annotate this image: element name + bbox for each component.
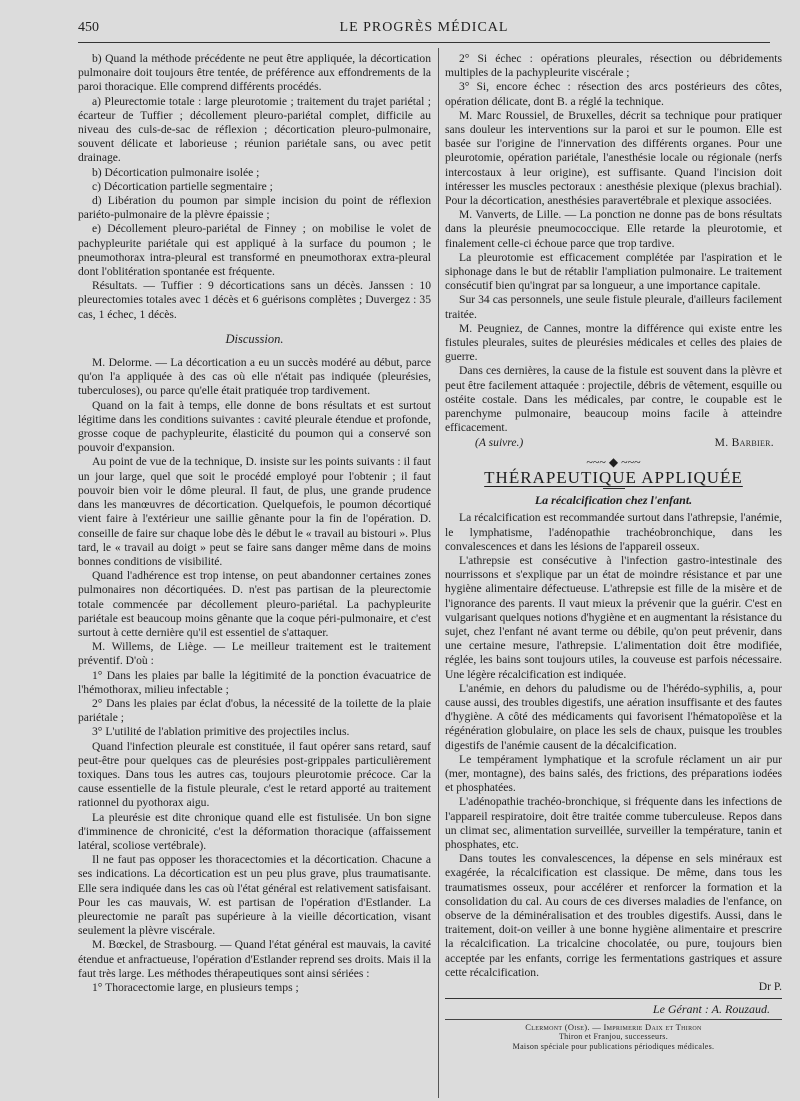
paragraph: 1° Dans les plaies par balle la légitimité de la ponction évacuatrice de l'hémothorax, milieu infectable ; [78,668,431,696]
imprint [445,1022,782,1052]
left-column [78,52,431,995]
paragraph: La récalcification est recommandée surtout dans l'athrepsie, l'anémie, le lymphatisme, l'adénopathie trachéobronchique, dans les convalescences et dans les lésions de l'appareil osseux. [445,511,782,553]
paragraph: Résultats. — Tuffier : 9 décortications sans un décès. Janssen : 10 pleurectomies totales avec 1 décès et 6 guérisons complètes ; Duvergez : 35 cas, 1 échec, 1 décès. [78,279,431,321]
right-column [445,52,782,1052]
paragraph: Quand l'infection pleurale est constituée, il faut opérer sans retard, sauf peut-être pour quelques cas de pleurésies post-grippales particulièrement toxiques. Dans tous les autres cas, toujours pleurotomie précoce. Car la cause essentielle de la fistule pleurale, c'est le retard apporté au traitement rationnel du pyothorax aigu. [78,739,431,810]
paragraph: Le tempérament lymphatique et la scrofule réclament un air pur (mer, montagne), des bains salés, des frictions, des préparations iodées et phosphatées. [445,752,782,795]
paragraph: 2° Dans les plaies par éclat d'obus, la nécessité de la toilette de la plaie pariétale ; [78,696,431,725]
imprint-line: Thiron et Franjou, successeurs. [558,1032,669,1042]
paragraph: L'athrepsie est consécutive à l'infection gastro-intestinale des nourrissons et s'explique par un état de moindre résistance et par une hygiène alimentaire défectueuse. L'athrepsie est fille de la misère et de l'ignorance des parents. Il vaut mieux la prévenir que la guérir. C'est en vulgarisant quelques notions d'hygiène et en augmentant la résistance du sujet, chez l'enfant né avant terme ou débile, qu'on peut prévenir, dans une certaine mesure, l'athrepsie. L'alimentation doit être modifiée, réglée, les bains sont toujours utiles, la couveuse est parfois nécessaire. Une légère récalcification est indiquée. [445,553,782,681]
paragraph: M. Peugniez, de Cannes, montre la différence qui existe entre les fistules pleurales, suites de pleurésies médicales et celles des plaies de guerre. [445,321,782,364]
paragraph: Dans ces dernières, la cause de la fistule est souvent dans la plèvre et peut être facilement attaquée : projectile, débris de vêtement, esquille ou ostéite costale. Dans les médicales, par contre, le coupable est le parenchyme pulmonaire, beaucoup moins facile à atteindre efficacement. [445,364,782,435]
paragraph: L'adénopathie trachéo-bronchique, si fréquente dans les infections de l'appareil respiratoire, doit être traitée comme tuberculeuse. Repos dans un climat sec, alimentation surveillée, surveiller la température, tanin et phosphates, etc. [445,795,782,851]
imprint-rule [445,1019,782,1020]
paragraph: M. Marc Roussiel, de Bruxelles, décrit sa technique pour pratiquer sans douleur les interventions sur la paroi et sur le poumon. Elle est basée sur l'origine de l'innervation des différents organes. Pour une pleurotomie, opération pariétale, l'anesthésie locale ou régionale (nerfs intercostaux à leur origine), est suffisante. Quand l'incision doit intéresser les muscles pectoraux : anesthésie plexique (plexus brachial). Pour la décortication, anesthésies paravertébrale et plexique associées. [445,108,782,208]
paragraph: 3° L'utilité de l'ablation primitive des projectiles inclus. [92,725,350,739]
section-title: THÉRAPEUTIQUE APPLIQUÉE [484,467,743,487]
paragraph: c) Décortication partielle segmentaire ; [92,179,273,193]
page-number: 450 [78,20,99,35]
article-signature: Dr P. [758,980,782,993]
paragraph: 1° Thoracectomie large, en plusieurs temps ; [92,981,299,994]
paragraph: M. Vanverts, de Lille. — La ponction ne donne pas de bons résultats dans la pleurésie pneumococcique. Elle retarde la pleurotomie, et finalement celle-ci échoue parce que trop tardive. [445,208,782,250]
paragraph: e) Décollement pleuro-pariétal de Finney ; on mobilise le volet de pachypleurite pariétale qui est appliqué à la surface du poumon ; le pneumothorax intra-pleural est transformé en pneumothorax extra-pleural dont l'oblitération spontanée est fréquente. [78,222,431,279]
header-rule [78,42,770,43]
paragraph: M. Bœckel, de Strasbourg. — Quand l'état général est mauvais, la cavité étendue et anfractueuse, l'opération d'Estlander reprend ses droits. Mais il la faut très large. Les méthodes thérapeutiques sont ainsi sériées : [78,938,431,980]
paragraph: 2° Si échec : opérations pleurales, résection ou débridements multiples de la pachypleurite viscérale ; [445,52,782,80]
paragraph: M. Delorme. — La décortication a eu un succès modéré au début, parce qu'on l'a appliquée à des cas où elle n'était pas indiquée (pleurésies, tuberculoses), ou parce qu'elle était pratiquée trop tardivement. [78,356,431,398]
paragraph: Sur 34 cas personnels, une seule fistule pleurale, d'ailleurs facilement traitée. [445,293,782,321]
a-suivre: (A suivre.) [475,436,524,450]
paragraph: Au point de vue de la technique, D. insiste sur les points suivants : il faut un jour large, quel que soit le procédé employé pour l'obtenir ; il faut pouvoir bien voir le dôme pleural. Il faut, de plus, une grande prudence dans les manœuvres de décortication. Quelquefois, le poumon décortiqué vient faire à l'extérieur une saillie gênante pour la fin de l'opération. D. conseille de faire sur chaque lobe dès le début le « travail au bistouri ». Plus tard, le « travail au doigt » peut se faire sans danger même dans de moins bonnes conditions de visibilité. [78,455,431,568]
journal-title: LE PROGRÈS MÉDICAL [339,20,509,35]
page-header [78,20,770,44]
article-end [445,436,782,450]
author-signature: M. Barbier. [714,436,774,450]
paragraph: La pleurésie est dite chronique quand elle est fistulisée. Un bon signe d'imminence de chronicité, c'est la déformation thoracique (affaissement latéral, scoliose vertébrale). [78,810,431,852]
paragraph: La pleurotomie est efficacement complétée par l'aspiration et le siphonage dans le but de rétablir l'ampliation pulmonaire. Le traitement consécutif bien qu'ingrat par sa longueur, a une importance capitale. [445,250,782,293]
discussion-heading: Discussion. [225,331,284,346]
column-divider [438,48,439,1098]
paragraph: L'anémie, en dehors du paludisme ou de l'hérédo-syphilis, a, pour cause aussi, des troubles digestifs, une aération insuffisante et des fautes d'hygiène. A côté des médicaments qui favorisent l'hématopoïèse et la régénération globulaire, on place les sels de chaux, puisque les troubles digestifs de l'anémie causent de la décalcification. [445,681,782,752]
paragraph: Dans toutes les convalescences, la dépense en sels minéraux est exagérée, la récalcification est classique. De même, dans tous les traumatismes osseux, pour accélérer et renforcer la formation et la consolidation du cal. Au cours de ces diverses maladies de l'enfance, on observe de la déminéralisation et des troubles digestifs. Aussi, dans le traitement, doit-on veiller à une bonne hygiène alimentaire et prescrire la récalcification. La tricalcine chocolatée, ou pure, toujours bien acceptée par les enfants, corrige les fermentations gastriques et assure cette récalcification. [445,852,782,979]
paragraph: d) Libération du poumon par simple incision du point de réflexion pariéto-pulmonaire de la plèvre épaissie ; [78,194,431,222]
paragraph: 3° Si, encore échec : résection des arcs postérieurs des côtes, opération délicate, dont B. a réglé la technique. [445,80,782,108]
paragraph: b) Décortication pulmonaire isolée ; [92,165,260,179]
imprint-line: Clermont (Oise). — Imprimerie Daix et Thiron [525,1022,702,1033]
paragraph: Quand l'adhérence est trop intense, on peut abandonner certaines zones pulmonaires non décortiquées. D. n'est pas partisan de la pleurectomie totale commencée par décollement pleuro-pariétal. La pachypleurite pariétale est beaucoup moins gênante que la coque péri-pulmonaire, et c'est surtout à cette dernière qu'il est essentiel de s'attaquer. [78,569,431,639]
paragraph: a) Pleurectomie totale : large pleurotomie ; traitement du trajet pariétal ; écarteur de Tuffier ; décollement pleuro-pariétal complet, difficile au niveau des culs-de-sac de réflexion ; décortication pleuro-pulmonaire, souvent délicate et laborieuse ; réunion pariétale sans, ou avec petit drainage. [78,94,431,165]
paragraph: Quand on la fait à temps, elle donne de bons résultats et est surtout légitime dans les conditions suivantes : cavité pleurale étendue et profonde, grosse coque de pachypleurite, élasticité du poumon qui a conservé son pouvoir d'expansion. [78,398,431,455]
imprint-line: Maison spéciale pour publications périodiques médicales. [512,1042,715,1052]
ornament: ~~~ ◆ ~~~ [586,454,641,469]
paragraph: M. Willems, de Liège. — Le meilleur traitement est le traitement préventif. D'où : [78,640,431,668]
title-rule [603,488,625,489]
paragraph: Il ne faut pas opposer les thoracectomies et la décortication. Chacune a ses indications. La décortication est un peu plus grave, plus traumatisante. Elle sera indiquée dans les cas où l'état général est relativement satisfaisant. Pour les cas mauvais, W. est partisan de l'opération d'Estlander. La pleurectomie ne paraît pas supérieure à la vieille décortication, visant seulement la plèvre viscérale. [78,853,431,938]
paragraph: b) Quand la méthode précédente ne peut être appliquée, la décortication pulmonaire doit toujours être tentée, de préférence aux effondrements de la paroi thoracique. Elle comprend différents procédés. [78,52,431,94]
article-title: La récalcification chez l'enfant. [534,493,693,508]
gerant-line: Le Gérant : A. Rouzaud. [445,998,782,1016]
